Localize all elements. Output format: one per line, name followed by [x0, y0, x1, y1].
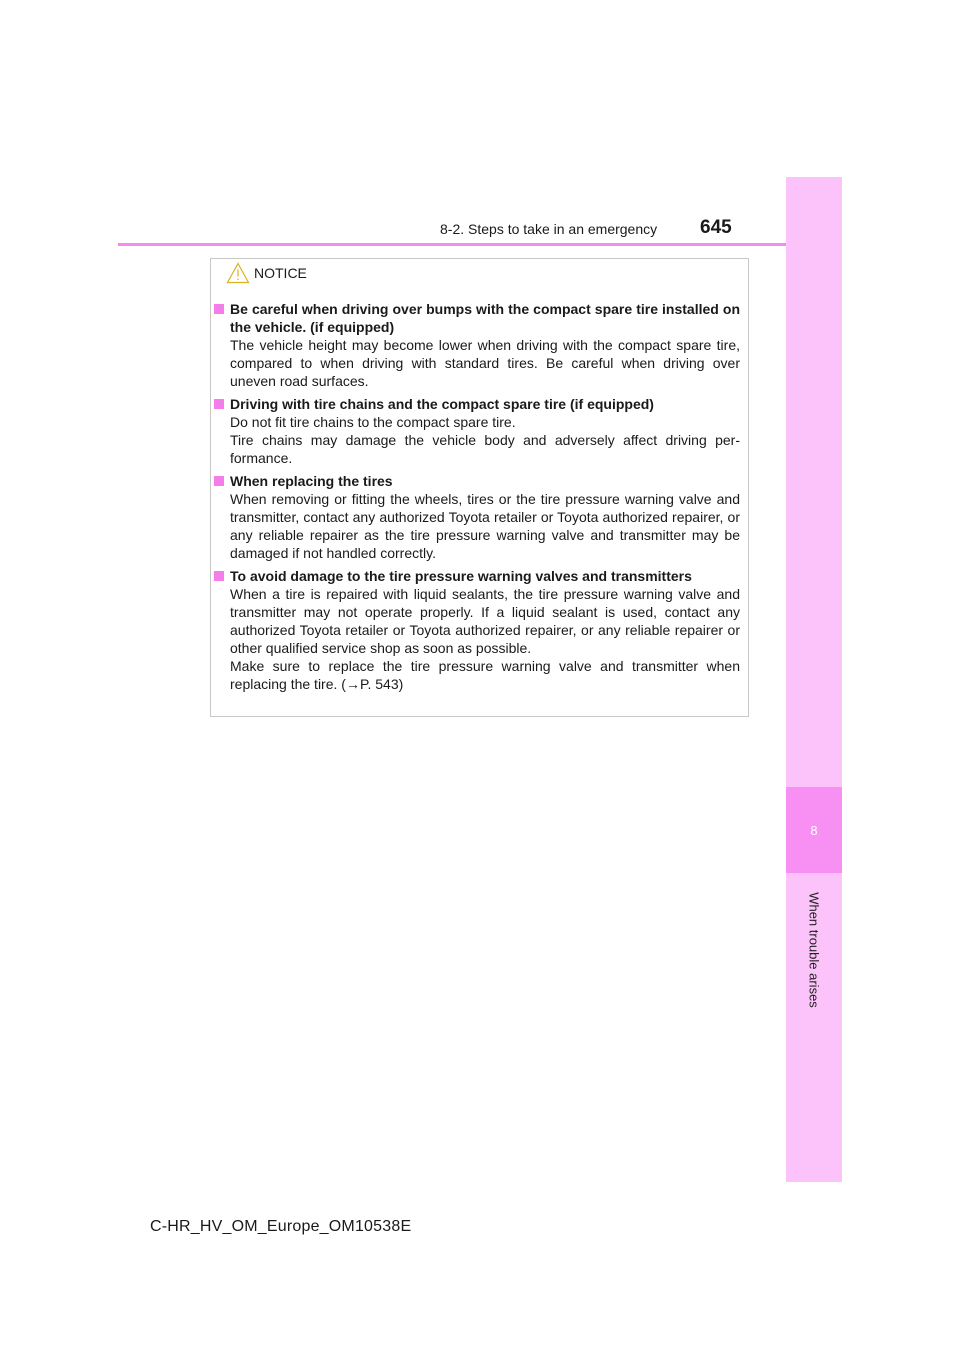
- section-paragraph: Tire chains may damage the vehicle body and adversely affect driving per-formance.: [230, 432, 740, 466]
- square-bullet-icon: [214, 571, 224, 581]
- notice-section: [214, 567, 740, 693]
- chapter-side-tab: [786, 177, 842, 1182]
- section-heading: Be careful when driving over bumps with the compact spare tire installed on the vehicle. (if equipped): [214, 300, 740, 336]
- section-body: [214, 413, 740, 467]
- section-body: [214, 585, 740, 693]
- section-paragraph: Make sure to replace the tire pressure warning valve and transmitter when replacing the tire. (→P. 543): [230, 658, 740, 692]
- square-bullet-icon: [214, 399, 224, 409]
- section-title: 8-2. Steps to take in an emergency: [440, 221, 658, 237]
- notice-title: NOTICE: [254, 265, 307, 281]
- section-body: [214, 490, 740, 562]
- section-paragraph: When a tire is repaired with liquid sealants, the tire pressure warning valve and transmitter may not operate properly. If a liquid sealant is used, contact any authorized Toyota retailer or Toyota authorized repairer, or any reliable repairer or other qualified service shop as soon as possible.: [230, 586, 740, 656]
- section-heading: When replacing the tires: [214, 472, 740, 490]
- section-heading: To avoid damage to the tire pressure warning valves and transmitters: [214, 567, 740, 585]
- square-bullet-icon: [214, 476, 224, 486]
- chapter-label: When trouble arises: [806, 892, 822, 1008]
- document-code: C-HR_HV_OM_Europe_OM10538E: [150, 1218, 412, 1235]
- chapter-number: 8: [810, 822, 818, 838]
- notice-section: [214, 395, 740, 467]
- section-paragraph: The vehicle height may become lower when driving with the compact spare tire, compared to when driving with standard tires. Be careful when driving over uneven road surfaces.: [230, 337, 740, 389]
- notice-content: [214, 300, 740, 698]
- square-bullet-icon: [214, 304, 224, 314]
- section-paragraph: Do not fit tire chains to the compact spare tire.: [230, 414, 516, 430]
- section-paragraph: When removing or fitting the wheels, tires or the tire pressure warning valve and transmitter, contact any authorized Toyota retailer or Toyota authorized repairer, or any reliable repairer as the tire pressure warning valve and transmitter may be damaged if not handled correctly.: [230, 491, 740, 561]
- header-rule: [118, 243, 842, 246]
- chapter-number-tab: [786, 787, 842, 873]
- section-body: [214, 336, 740, 390]
- warning-triangle-icon: [226, 262, 250, 284]
- notice-header: [226, 262, 307, 284]
- section-heading: Driving with tire chains and the compact spare tire (if equipped): [214, 395, 740, 413]
- page-number: 645: [700, 217, 732, 238]
- notice-section: [214, 300, 740, 390]
- notice-section: [214, 472, 740, 562]
